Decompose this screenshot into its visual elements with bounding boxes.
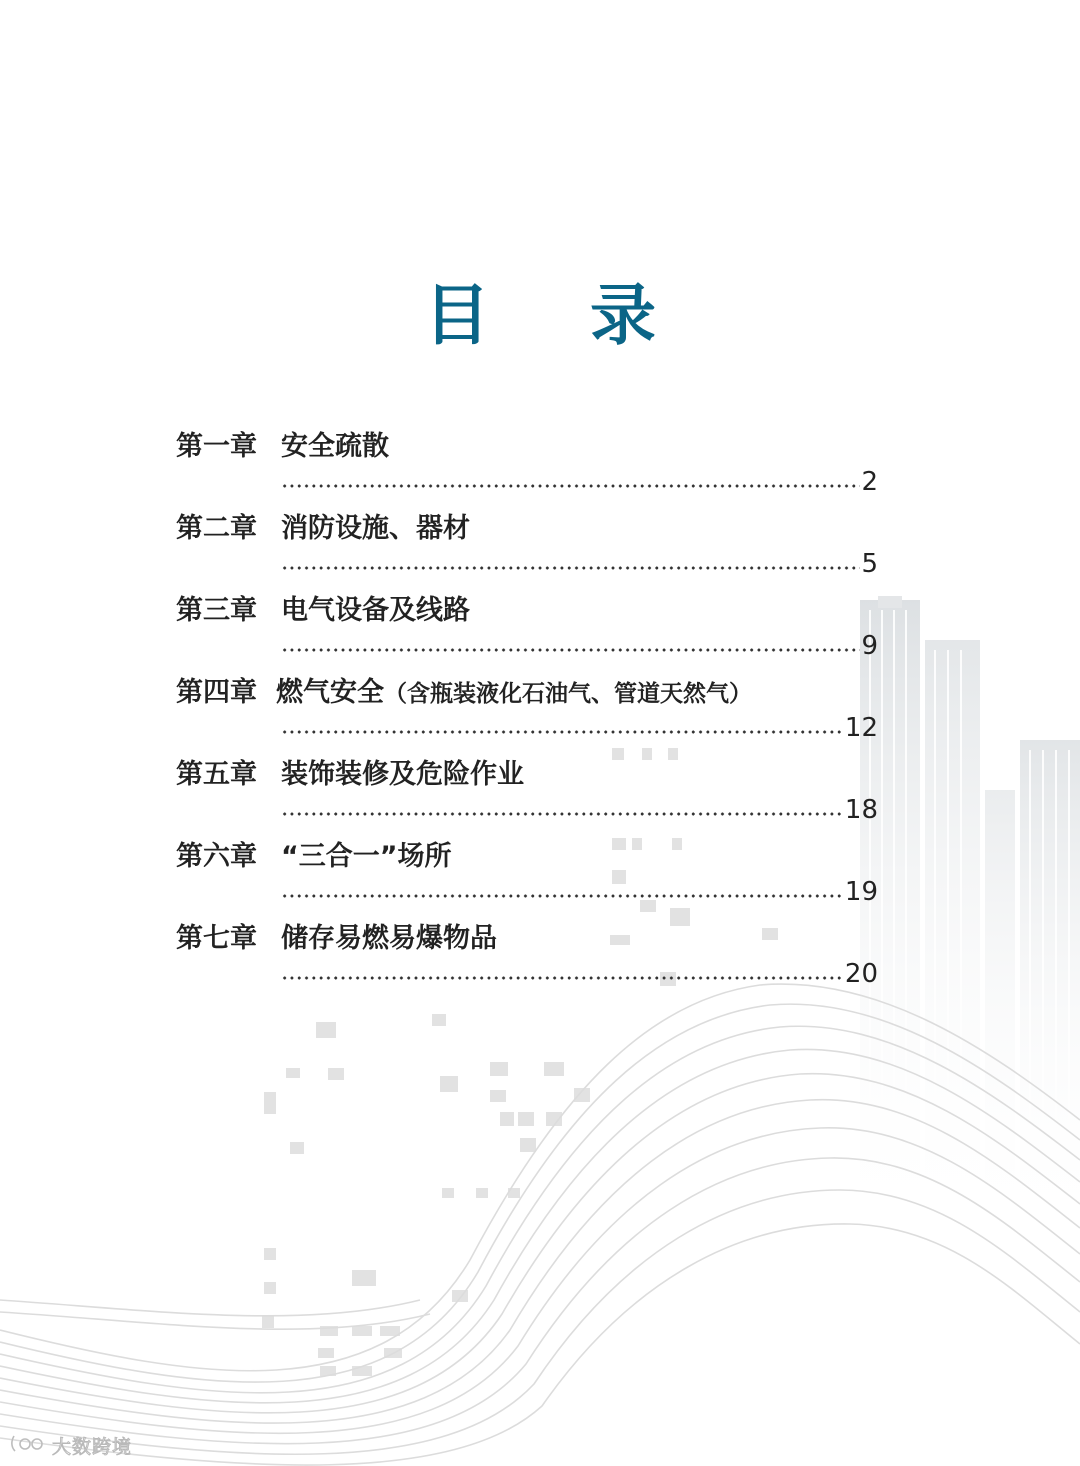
watermark-logo-icon — [10, 1432, 50, 1454]
toc-entry-5[interactable] — [176, 748, 878, 830]
watermark-text: 大数跨境 — [52, 1436, 133, 1458]
toc-entry-label — [176, 506, 470, 545]
toc-entry-label — [176, 670, 752, 709]
toc-page-number: 9 — [861, 631, 878, 661]
toc-leader — [281, 795, 878, 825]
toc-page-number: 20 — [844, 959, 878, 989]
toc-chapter: 第四章 — [176, 677, 257, 708]
building-silhouette-icon — [860, 596, 1080, 1240]
dot-leader — [281, 484, 860, 488]
toc-entry-label — [176, 834, 452, 873]
toc-entry-3[interactable] — [176, 584, 878, 666]
toc-chapter: 第二章 — [176, 513, 257, 544]
toc-leader — [281, 959, 878, 989]
toc-entry-label — [176, 916, 497, 955]
toc-entry-1[interactable] — [176, 420, 878, 502]
toc-chapter-name: “三合一”场所 — [281, 841, 452, 872]
toc-page-number: 19 — [844, 877, 878, 907]
toc-chapter-name: 电气设备及线路 — [281, 595, 470, 626]
dot-leader — [281, 730, 844, 734]
toc-chapter-name: 安全疏散 — [281, 431, 389, 462]
toc-page-number: 12 — [844, 713, 878, 743]
toc-entry-label — [176, 752, 524, 791]
toc-leader — [281, 877, 878, 907]
toc-entry-2[interactable] — [176, 502, 878, 584]
title-char-1: 目 — [424, 277, 490, 354]
toc-chapter: 第一章 — [176, 431, 257, 462]
toc-leader — [281, 467, 878, 497]
toc-chapter: 第三章 — [176, 595, 257, 626]
toc-entry-7[interactable] — [176, 912, 878, 994]
toc-entry-4[interactable] — [176, 666, 878, 748]
toc-entry-label — [176, 588, 470, 627]
toc-entry-label — [176, 424, 389, 463]
toc-chapter-name: 储存易燃易爆物品 — [281, 923, 497, 954]
toc-chapter-name: 装饰装修及危险作业 — [281, 759, 524, 790]
dot-leader — [281, 566, 860, 570]
toc-chapter-name: 燃气安全 — [276, 677, 384, 708]
dot-leader — [281, 976, 844, 980]
toc-chapter-name: 消防设施、器材 — [281, 513, 470, 544]
title-char-2: 录 — [590, 277, 656, 354]
toc-entry-6[interactable] — [176, 830, 878, 912]
dot-leader — [281, 812, 844, 816]
toc-leader — [281, 549, 878, 579]
page-title — [0, 262, 1080, 357]
toc-chapter: 第五章 — [176, 759, 257, 790]
table-of-contents — [176, 420, 878, 994]
toc-chapter: 第七章 — [176, 923, 257, 954]
toc-leader — [281, 631, 878, 661]
toc-leader — [281, 713, 878, 743]
toc-page-number: 2 — [861, 467, 878, 497]
toc-chapter: 第六章 — [176, 841, 257, 872]
toc-page-number: 18 — [844, 795, 878, 825]
toc-chapter-note: （含瓶装液化石油气、管道天然气） — [384, 681, 752, 707]
dot-leader — [281, 894, 844, 898]
dot-leader — [281, 648, 860, 652]
toc-page-number: 5 — [861, 549, 878, 579]
